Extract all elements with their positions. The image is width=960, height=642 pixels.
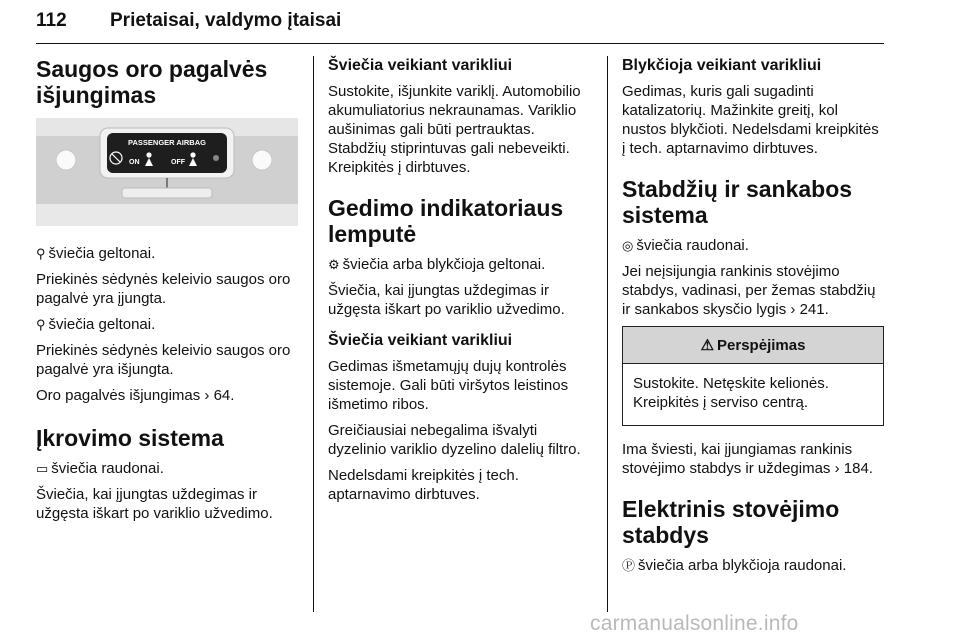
airbag-off-icon — [190, 152, 195, 157]
battery-icon: ▭ — [36, 461, 49, 476]
warning-icon: ⚠ — [700, 337, 715, 354]
column-3 — [622, 56, 884, 582]
section-title-charging: Įkrovimo sistema — [36, 425, 224, 451]
paragraph: Nedelsdami kreipkitės į tech. aptarnavimo dirbtuves. — [328, 467, 519, 503]
paragraph: Gedimas, kuris gali sugadinti katalizatorių. Mažinkite greitį, kol nustos blykčioti. Nedelsdami kreipkitės į tech. aptarnavimo dirbtuves. — [622, 83, 879, 157]
paragraph: Šviečia, kai įjungtas uždegimas ir užgęsta iškart po variklio užvedimo. — [328, 282, 565, 318]
paragraph: Greičiausiai nebegalima išvalyti dyzelinio variklio dyzelino dalelių filtro. — [328, 422, 581, 458]
figure-on-label: ON — [129, 159, 140, 166]
warning-header — [623, 327, 883, 364]
paragraph: Priekinės sėdynės keleivio saugos oro pagalvė yra įjungta. — [36, 271, 291, 307]
page-header — [36, 0, 884, 44]
column-divider — [313, 56, 314, 612]
page-number: 112 — [36, 10, 67, 31]
warning-title: Perspėjimas — [717, 336, 806, 354]
airbag-on-icon: ⚲ — [36, 246, 46, 261]
arrow-ref-icon: › — [204, 387, 210, 404]
section-title-fault: Gedimo indikatoriaus lemputė — [328, 195, 564, 247]
warning-text: Sustokite. Netęskite kelionės. Kreipkitės į serviso centrą. — [633, 375, 829, 411]
airbag-on-icon — [146, 152, 151, 157]
ceiling-light-right — [252, 150, 272, 170]
watermark: carmanualsonline.info — [590, 612, 799, 635]
column-1 — [36, 56, 298, 530]
brake-reference: Jei neįsijungia rankinis stovėjimo stabdys, vadinasi, per žemas stabdžių ir sankabos skysčio lygis › 241. — [622, 263, 876, 318]
paragraph: Gedimas išmetamųjų dujų kontrolės sistemoje. Gali būti viršytos leistinos išmetimo ribos. — [328, 358, 569, 413]
epb-status: Ⓟ šviečia arba blykčioja raudonai. — [622, 557, 847, 574]
subheading: Blykčioja veikiant varikliui — [622, 57, 822, 74]
paragraph: Šviečia, kai įjungtas uždegimas ir užgęsta iškart po variklio užvedimo. — [36, 486, 273, 522]
subheading: Šviečia veikiant varikliui — [328, 57, 513, 74]
parking-brake-icon: Ⓟ — [622, 558, 636, 573]
figure-off-label: OFF — [171, 159, 185, 166]
engine-light-status: ⚙ šviečia arba blykčioja geltonai. — [328, 256, 546, 273]
brake-icon: ◎ — [622, 238, 634, 253]
airbag-off-status: ⚲ šviečia geltonai. — [36, 316, 156, 333]
parking-brake-reference: Ima šviesti, kai įjungiamas rankinis stovėjimo stabdys ir uždegimas › 184. — [622, 441, 873, 477]
paragraph: Sustokite, išjunkite variklį. Automobilio akumuliatorius nekraunamas. Variklio aušinimas gali būti pertrauktas. Stabdžių stiprintuvas gali nebeveikti. Kreipkitės į dirbtuves. — [328, 83, 581, 176]
arrow-ref-icon: › — [834, 460, 840, 477]
subheading: Šviečia veikiant varikliui — [328, 332, 513, 349]
airbag-panel-figure — [36, 118, 298, 226]
ceiling-light-left — [56, 150, 76, 170]
column-divider — [607, 56, 608, 612]
section-title-epb: Elektrinis stovėjimo stabdys — [622, 496, 840, 548]
section-title-airbag: Saugos oro pagalvės išjungimas — [36, 56, 268, 108]
arrow-ref-icon: › — [790, 301, 796, 318]
figure-label: PASSENGER AIRBAG — [128, 138, 206, 147]
battery-status: ▭ šviečia raudonai. — [36, 460, 164, 477]
airbag-on-status: ⚲ šviečia geltonai. — [36, 245, 156, 262]
seat-indicator-icon — [213, 155, 219, 161]
airbag-reference: Oro pagalvės išjungimas › 64. — [36, 387, 235, 404]
column-2 — [328, 56, 593, 511]
warning-box — [622, 326, 884, 426]
chapter-title: Prietaisai, valdymo įtaisai — [110, 10, 342, 31]
header-rule — [36, 43, 884, 44]
paragraph: Priekinės sėdynės keleivio saugos oro pagalvė yra išjungta. — [36, 342, 291, 378]
section-title-brake: Stabdžių ir sankabos sistema — [622, 176, 853, 228]
brake-status: ◎ šviečia raudonai. — [622, 237, 749, 254]
airbag-off-icon: ⚲ — [36, 317, 46, 332]
engine-icon: ⚙ — [328, 257, 340, 272]
warning-body — [623, 364, 883, 425]
